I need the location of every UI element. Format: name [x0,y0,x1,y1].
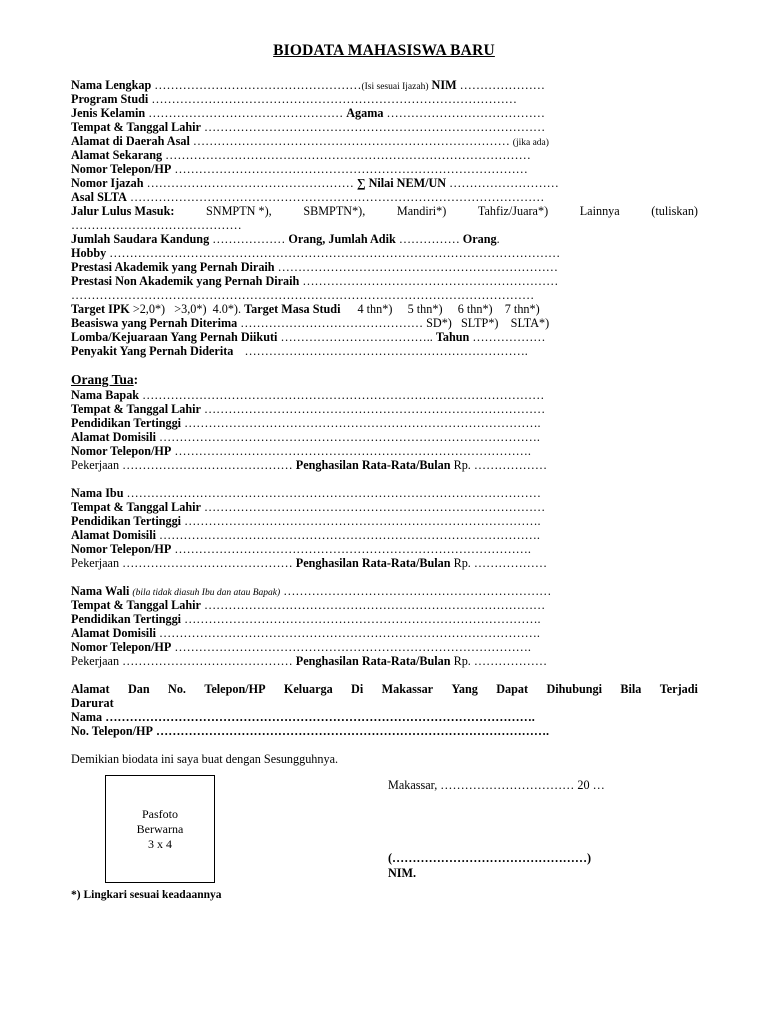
row-jalur-lainnya [71,218,698,232]
label-hobby: Hobby [71,246,107,260]
row-penyakit [71,344,698,358]
label-wali-pendidikan: Pendidikan Tertinggi [71,612,182,626]
label-wali-pekerjaan: Pekerjaan [71,654,120,668]
label-jumlah-adik: Orang, Jumlah Adik [288,232,396,246]
emergency-word: Bila [620,682,642,696]
field-ibu-pendidikan[interactable]: ……………………………………………………………………………. [184,514,541,528]
label-wali-telepon: Nomor Telepon/HP [71,640,172,654]
row-saudara: Jumlah Saudara Kandung ……………… Orang, Jumlah Adik …………… Orang. [71,232,500,246]
label-wali-domisili: Alamat Domisili [71,626,156,640]
emergency-word: Dan [127,682,150,696]
field-tahun[interactable]: ……………… [472,330,546,344]
label-ibu-rp: Rp. [453,556,471,570]
label-penyakit: Penyakit Yang Pernah Diderita [71,344,234,358]
label-jenis-kelamin: Jenis Kelamin [71,106,146,120]
row-nama-lengkap [71,78,698,92]
field-bapak-ttl[interactable]: ………………………………………………………………………… [203,402,546,416]
field-penyakit[interactable]: ……………………………………………………………. [244,344,528,358]
label-beasiswa: Beasiswa yang Pernah Diterima [71,316,238,330]
emergency-word: Yang [451,682,478,696]
emergency-word: No. [168,682,186,696]
field-wali-pendidikan[interactable]: ……………………………………………………………………………. [184,612,541,626]
row-alamat-asal [71,134,698,148]
label-prestasi-non-akademik: Prestasi Non Akademik yang Pernah Diraih [71,274,300,288]
label-target-masa-studi: Target Masa Studi [244,302,341,316]
field-wali-ttl[interactable]: ………………………………………………………………………… [203,598,546,612]
field-alamat-sekarang[interactable]: ……………………………………………………………………………… [165,148,531,162]
option-mandiri[interactable]: Mandiri*) [396,204,447,218]
field-nama-bapak[interactable]: ……………………………………………………………………………………… [142,388,545,402]
options-masa-studi[interactable]: 4 thn*) 5 thn*) 6 thn*) 7 thn*) [357,302,540,316]
label-nilai-nem: ∑ Nilai NEM/UN [356,176,447,190]
section-title-orang-tua: Orang Tua [71,372,134,387]
page-title: BIODATA MAHASISWA BARU [273,42,495,59]
label-jalur-masuk: Jalur Lulus Masuk: [71,204,175,218]
field-agama[interactable]: ………………………………… [386,106,545,120]
label-jumlah-saudara: Jumlah Saudara Kandung [71,232,210,246]
signature-name-field[interactable]: (…………………………………………) [388,851,592,865]
photo-label: Berwarna [136,822,184,836]
row-hobby [71,246,698,260]
field-ibu-ttl[interactable]: ………………………………………………………………………… [203,500,546,514]
row-wali-domisili [71,626,698,640]
note-alamat-asal: (jika ada) [512,138,549,148]
row-program-studi [71,92,698,106]
row-beasiswa [71,316,698,330]
field-bapak-pekerjaan[interactable]: …………………………………… [122,458,293,472]
options-target-ipk[interactable]: >2,0*) >3,0*) 4.0*). [132,302,242,316]
row-bapak-ttl [71,402,698,416]
footnote: *) Lingkari sesuai keadaannya [71,889,222,901]
photo-size: 3 x 4 [148,837,172,851]
emergency-heading [71,682,698,696]
field-ibu-domisili[interactable]: …………………………………………………………………………………. [159,528,540,542]
row-emergency-telepon [71,724,698,738]
row-target-ipk [71,302,698,316]
row-wali-ttl [71,598,698,612]
label-bapak-domisili: Alamat Domisili [71,430,156,444]
row-bapak-pekerjaan [71,458,698,472]
row-nomor-ijazah [71,176,698,190]
row-asal-slta [71,190,698,204]
field-beasiswa[interactable]: ……………………………………… [240,316,424,330]
biodata-form [71,78,698,738]
field-jumlah-adik[interactable]: …………… [398,232,460,246]
field-wali-penghasilan[interactable]: ……………… [473,654,548,668]
label-ibu-pekerjaan: Pekerjaan [71,556,120,570]
field-wali-telepon[interactable]: ……………………………………………………………………………. [174,640,531,654]
emergency-word: Alamat [71,682,110,696]
row-bapak-pendidikan [71,416,698,430]
field-telepon[interactable]: …………………………………………………………………………… [174,162,528,176]
field-nama-wali[interactable]: ………………………………………………………… [283,584,552,598]
field-nama-lengkap[interactable]: …………………………………………… [154,78,362,92]
field-nilai-nem[interactable]: ……………………… [449,176,559,190]
place-date[interactable]: Makassar, …………………………… 20 … [388,778,605,792]
section-orang-tua: Orang Tua: [71,372,139,387]
label-bapak-penghasilan: Penghasilan Rata-Rata/Bulan [295,458,451,472]
row-wali-pendidikan [71,612,698,626]
option-tuliskan: (tuliskan) [651,204,698,218]
row-nama-bapak [71,388,698,402]
label-orang: Orang [462,232,497,246]
note-nama: (Isi sesuai Ijazah) [361,82,429,92]
label-ibu-penghasilan: Penghasilan Rata-Rata/Bulan [295,556,451,570]
field-jalur-lainnya[interactable]: …………………………………… [71,218,242,232]
row-prestasi-akademik [71,260,698,274]
label-nama-ibu: Nama Ibu [71,486,124,500]
label-ibu-pendidikan: Pendidikan Tertinggi [71,514,182,528]
field-bapak-telepon[interactable]: ……………………………………………………………………………. [174,444,531,458]
row-emergency-nama [71,710,698,724]
photo-label: Pasfoto [142,807,178,821]
signature-block [388,851,591,881]
row-ttl [71,120,698,134]
label-telepon: Nomor Telepon/HP [71,162,172,176]
label-nama-lengkap: Nama Lengkap [71,78,152,92]
field-jenis-kelamin[interactable]: ………………………………………… [148,106,344,120]
label-prestasi-akademik: Prestasi Akademik yang Pernah Diraih [71,260,275,274]
field-emergency-nama[interactable]: ……………………………………………………………………………………………. [105,710,535,724]
field-emergency-telepon[interactable]: ……………………………………………………………………………………. [156,724,550,738]
label-nomor-ijazah: Nomor Ijazah [71,176,144,190]
row-wali-pekerjaan [71,654,698,668]
closing-statement: Demikian biodata ini saya buat dengan Sesungguhnya. [71,752,339,766]
field-program-studi[interactable]: ……………………………………………………………………………… [151,92,517,106]
label-nim: NIM [431,78,457,92]
row-ibu-telepon [71,542,698,556]
label-nama-wali: Nama Wali [71,584,130,598]
signature-nim: NIM. [388,866,417,880]
field-asal-slta[interactable]: ………………………………………………………………………………………… [129,190,545,204]
label-ibu-telepon: Nomor Telepon/HP [71,542,172,556]
row-wali-telepon [71,640,698,654]
row-ibu-ttl [71,500,698,514]
label-ibu-domisili: Alamat Domisili [71,528,156,542]
row-jalur-masuk [71,204,698,218]
emergency-word: Dapat [496,682,529,696]
label-lomba: Lomba/Kejuaraan Yang Pernah Diikuti [71,330,278,344]
field-nomor-ijazah[interactable]: …………………………………………… [146,176,354,190]
label-ibu-ttl: Tempat & Tanggal Lahir [71,500,201,514]
row-jenis-kelamin [71,106,698,120]
row-ibu-domisili [71,528,698,542]
field-jumlah-saudara[interactable]: ……………… [212,232,286,246]
field-extra-line[interactable]: …………………………………………………………………………………………………… [71,288,535,302]
field-ibu-telepon[interactable]: ……………………………………………………………………………. [174,542,531,556]
label-asal-slta: Asal SLTA [71,190,127,204]
label-bapak-rp: Rp. [453,458,471,472]
label-bapak-telepon: Nomor Telepon/HP [71,444,172,458]
emergency-word: Dihubungi [546,682,603,696]
option-tahfiz-juara[interactable]: Tahfiz/Juara*) [477,204,549,218]
field-bapak-domisili[interactable]: …………………………………………………………………………………. [159,430,540,444]
row-bapak-telepon [71,444,698,458]
row-ibu-pekerjaan [71,556,698,570]
field-wali-pekerjaan[interactable]: …………………………………… [122,654,293,668]
note-wali: (bila tidak diasuh Ibu dan atau Bapak) [132,588,281,598]
field-ttl[interactable]: ………………………………………………………………………… [203,120,546,134]
row-nama-ibu [71,486,698,500]
label-ttl: Tempat & Tanggal Lahir [71,120,201,134]
emergency-word: Telepon/HP [204,682,266,696]
field-prestasi-akademik[interactable]: …………………………………………………………… [277,260,558,274]
label-wali-ttl: Tempat & Tanggal Lahir [71,598,201,612]
field-ibu-pekerjaan[interactable]: …………………………………… [122,556,293,570]
label-nama-bapak: Nama Bapak [71,388,140,402]
emergency-word: Keluarga [283,682,333,696]
option-sbmptn[interactable]: SBMPTN*), [303,204,366,218]
label-emergency-telepon: No. Telepon/HP [71,724,153,738]
field-wali-domisili[interactable]: …………………………………………………………………………………. [159,626,540,640]
emergency-heading-line2: Darurat [71,696,114,710]
label-program-studi: Program Studi [71,92,149,106]
label-bapak-pekerjaan: Pekerjaan [71,458,120,472]
label-bapak-ttl: Tempat & Tanggal Lahir [71,402,201,416]
label-target-ipk: Target IPK [71,302,130,316]
field-alamat-asal[interactable]: …………………………………………………………………… [192,134,510,148]
option-lainnya[interactable]: Lainnya [579,204,620,218]
options-beasiswa[interactable]: SD*) SLTP*) SLTA*) [426,316,550,330]
label-alamat-asal: Alamat di Daerah Asal [71,134,190,148]
field-prestasi-non-akademik[interactable]: ……………………………………………………… [302,274,559,288]
label-alamat-sekarang: Alamat Sekarang [71,148,163,162]
label-emergency-nama: Nama [71,710,103,724]
field-ibu-penghasilan[interactable]: ……………… [473,556,548,570]
label-agama: Agama [346,106,384,120]
field-lomba[interactable]: ……………………………….. [280,330,433,344]
row-lomba [71,330,698,344]
label-bapak-pendidikan: Pendidikan Tertinggi [71,416,182,430]
emergency-word: Di [351,682,364,696]
label-tahun: Tahun [435,330,470,344]
emergency-word: Terjadi [659,682,698,696]
field-nim[interactable]: ………………… [459,78,545,92]
photo-box [105,775,215,883]
emergency-word: Makassar [381,682,434,696]
row-prestasi-non-akademik [71,274,698,288]
field-bapak-pendidikan[interactable]: ……………………………………………………………………………. [184,416,541,430]
row-nama-wali [71,584,698,598]
field-bapak-penghasilan[interactable]: ……………… [473,458,548,472]
row-alamat-sekarang [71,148,698,162]
row-extra-line [71,288,698,302]
label-wali-rp: Rp. [453,654,471,668]
row-bapak-domisili [71,430,698,444]
field-nama-ibu[interactable]: ………………………………………………………………………………………… [126,486,541,500]
row-telepon [71,162,698,176]
option-snmptn[interactable]: SNMPTN *), [206,204,272,218]
row-ibu-pendidikan [71,514,698,528]
field-hobby[interactable]: ………………………………………………………………………………………………… [109,246,561,260]
label-wali-penghasilan: Penghasilan Rata-Rata/Bulan [295,654,451,668]
